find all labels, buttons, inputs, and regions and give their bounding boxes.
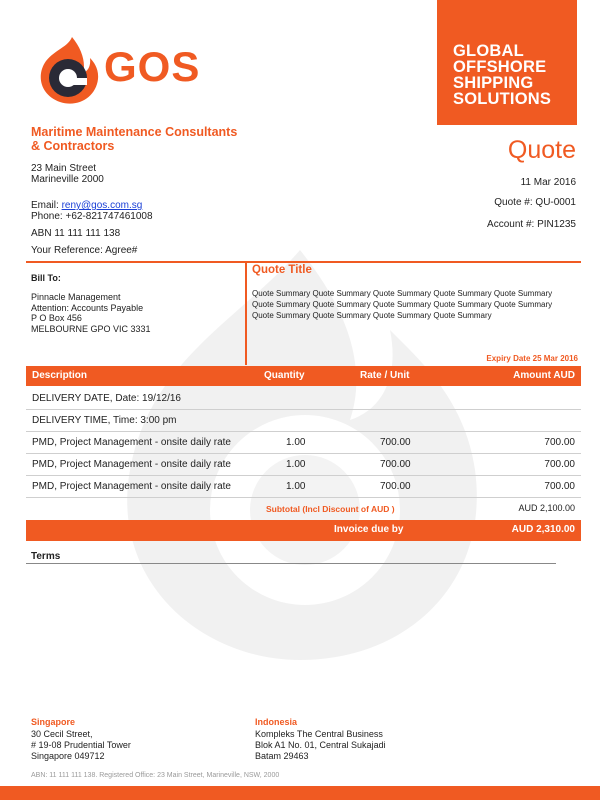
footer-singapore-label: Singapore <box>31 717 76 727</box>
subtotal-row <box>26 498 581 518</box>
footer-line: Blok A1 No. 01, Central Sukajadi <box>255 740 386 750</box>
email-link[interactable]: reny@gos.com.sg <box>61 200 143 211</box>
company-name-line: & Contractors <box>31 139 115 153</box>
footer-line: # 19-08 Prudential Tower <box>31 740 131 750</box>
quote-number: Quote #: QU-0001 <box>494 197 576 208</box>
table-row <box>26 387 581 410</box>
header-quantity: Quantity <box>264 370 305 381</box>
email-label: Email: <box>31 200 59 211</box>
subtotal-label: Subtotal (Incl Discount of AUD ) <box>266 504 395 514</box>
footer-line: Singapore 049712 <box>31 751 105 761</box>
invoice-due-value: AUD 2,310.00 <box>511 524 575 535</box>
section-divider <box>26 261 581 263</box>
cell-description: PMD, Project Management - onsite daily rate <box>32 481 231 492</box>
cell-description: DELIVERY DATE, Date: 19/12/16 <box>32 393 181 404</box>
summary-line: Quote Summary Quote Summary Quote Summary Quote Summary <box>252 311 492 320</box>
bill-to-address <box>31 292 151 334</box>
company-logo <box>38 35 218 105</box>
quote-date: 11 Mar 2016 <box>520 177 576 188</box>
table-header <box>26 366 581 386</box>
bill-to-line: MELBOURNE GPO VIC 3331 <box>31 323 151 334</box>
cell-amount: 700.00 <box>544 481 575 492</box>
header-amount: Amount AUD <box>513 370 575 381</box>
cell-quantity: 1.00 <box>286 459 306 470</box>
address-line: Marineville 2000 <box>31 174 104 185</box>
footer-line: 30 Cecil Street, <box>31 729 93 739</box>
logo-wordmark: GOS <box>104 43 201 90</box>
cell-description: PMD, Project Management - onsite daily rate <box>32 459 231 470</box>
company-contact <box>31 200 153 222</box>
cell-amount: 700.00 <box>544 437 575 448</box>
cell-amount: 700.00 <box>544 459 575 470</box>
cell-rate: 700.00 <box>380 437 411 448</box>
your-reference: Your Reference: Agree# <box>31 245 138 256</box>
banner-line: SOLUTIONS <box>453 90 552 108</box>
abn-line: ABN 11 111 111 138 <box>31 228 121 239</box>
company-name-line: Maritime Maintenance Consultants <box>31 125 238 139</box>
cell-quantity: 1.00 <box>286 481 306 492</box>
banner-line: GLOBAL <box>453 42 524 60</box>
header-rate: Rate / Unit <box>360 370 410 381</box>
quote-summary <box>252 288 572 321</box>
bill-to-label: Bill To: <box>31 273 61 283</box>
registered-office-line: ABN: 11 111 111 138. Registered Office: 23 Main Street, Marineville, NSW, 2000 <box>31 772 280 779</box>
summary-line: Quote Summary Quote Summary Quote Summary Quote Summary Quote Summary <box>252 289 553 298</box>
company-address <box>31 163 104 185</box>
invoice-due-label: Invoice due by <box>334 524 404 535</box>
expiry-date: Expiry Date 25 Mar 2016 <box>486 354 578 363</box>
bill-to-line: Pinnacle Management <box>31 292 121 302</box>
summary-line: Quote Summary Quote Summary Quote Summary Quote Summary Quote Summary <box>252 300 553 309</box>
banner-text <box>453 43 551 107</box>
footer-line: Batam 29463 <box>255 751 309 761</box>
header-description: Description <box>32 370 88 381</box>
footer-singapore-address <box>31 729 131 762</box>
cell-rate: 700.00 <box>380 481 411 492</box>
table-row <box>26 409 581 432</box>
address-line: 23 Main Street <box>31 163 97 174</box>
table-row <box>26 431 581 454</box>
flame-logo-icon <box>38 35 100 105</box>
cell-description: DELIVERY TIME, Time: 3:00 pm <box>32 415 177 426</box>
subtotal-value: AUD 2,100.00 <box>518 503 575 513</box>
bill-to-line: Attention: Accounts Payable <box>31 302 144 313</box>
cell-rate: 700.00 <box>380 459 411 470</box>
bill-to-line: P O Box 456 <box>31 313 82 323</box>
footer-bar <box>0 786 600 800</box>
banner-line: SHIPPING <box>453 74 534 92</box>
brand-banner <box>437 0 577 125</box>
company-name <box>31 125 261 153</box>
table-row <box>26 453 581 476</box>
footer-indonesia-address <box>255 729 386 762</box>
email-line <box>31 200 153 211</box>
footer-line: Kompleks The Central Business <box>255 729 383 739</box>
terms-heading: Terms <box>31 551 61 562</box>
cell-quantity: 1.00 <box>286 437 306 448</box>
column-divider <box>245 262 247 365</box>
quote-title-label: Quote Title <box>252 264 312 276</box>
document-title: Quote <box>507 136 576 164</box>
table-row <box>26 475 581 498</box>
account-number: Account #: PIN1235 <box>487 219 576 230</box>
terms-divider <box>26 563 556 564</box>
cell-description: PMD, Project Management - onsite daily rate <box>32 437 231 448</box>
banner-line: OFFSHORE <box>453 58 547 76</box>
invoice-due-row <box>26 520 581 541</box>
footer-indonesia-label: Indonesia <box>255 717 298 727</box>
phone-line: Phone: +62-821747461008 <box>31 211 153 222</box>
